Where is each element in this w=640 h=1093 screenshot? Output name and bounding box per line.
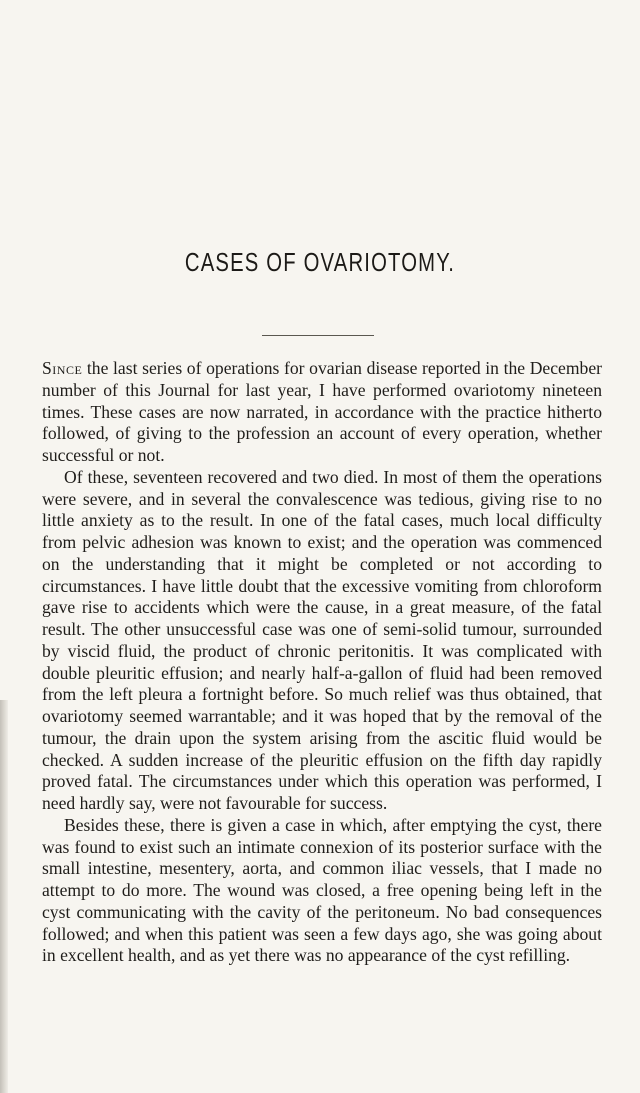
paragraph-3: [42, 815, 602, 967]
paragraph-1: [42, 358, 602, 467]
chapter-title: CASES OF OVARIOTOMY.: [184, 247, 456, 277]
paragraph-2: [42, 467, 602, 815]
body-text: [42, 358, 602, 967]
title-divider-rule: [262, 335, 374, 336]
paragraph-1-text: the last series of operations for ovarian disease reported in the December number of this Journal for last year, I have performed ovariotomy nineteen times. These cases are now narrated, in accordance with the practice hitherto followed, of giving to the profession an account of every operation, whether successful or not.: [42, 358, 602, 465]
paragraph-2-text: Of these, seventeen recovered and two died. In most of them the operations were severe, and in several the convalescence was tedious, giving rise to no little anxiety as to the result. In one of the fatal cases, much local difficulty from pelvic adhesion was known to exist; and the operation was commenced on the understanding that it might be completed or not according to circumstances. I have little doubt that the excessive vomiting from chloroform gave rise to accidents which were the cause, in a great measure, of the fatal result. The other unsuccessful case was one of semi-solid tumour, surrounded by viscid fluid, the product of chronic peritonitis. It was complicated with double pleuritic effusion; and nearly half-a-gallon of fluid had been removed from the left pleura a fortnight before. So much relief was thus obtained, that ovariotomy seemed warrantable; and it was hoped that by the removal of the tumour, the drain upon the system arising from the ascitic fluid would be checked. A sudden increase of the pleuritic effusion on the fifth day rapidly proved fatal. The circumstances under which this operation was performed, I need hardly say, were not favourable for success.: [42, 466, 602, 813]
binding-edge-shadow: [0, 700, 8, 1093]
paragraph-1-lead: Since: [42, 358, 83, 378]
paragraph-3-text: Besides these, there is given a case in which, after emptying the cyst, there was found to exist such an intimate connexion of its posterior surface with the small intestine, mesentery, aorta, and common iliac vessels, that I made no attempt to do more. The wound was closed, a free opening being left in the cyst communicating with the cavity of the peritoneum. No bad consequences followed; and when this patient was seen a few days ago, she was going about in excellent health, and as yet there was no appearance of the cyst refilling.: [42, 814, 602, 966]
